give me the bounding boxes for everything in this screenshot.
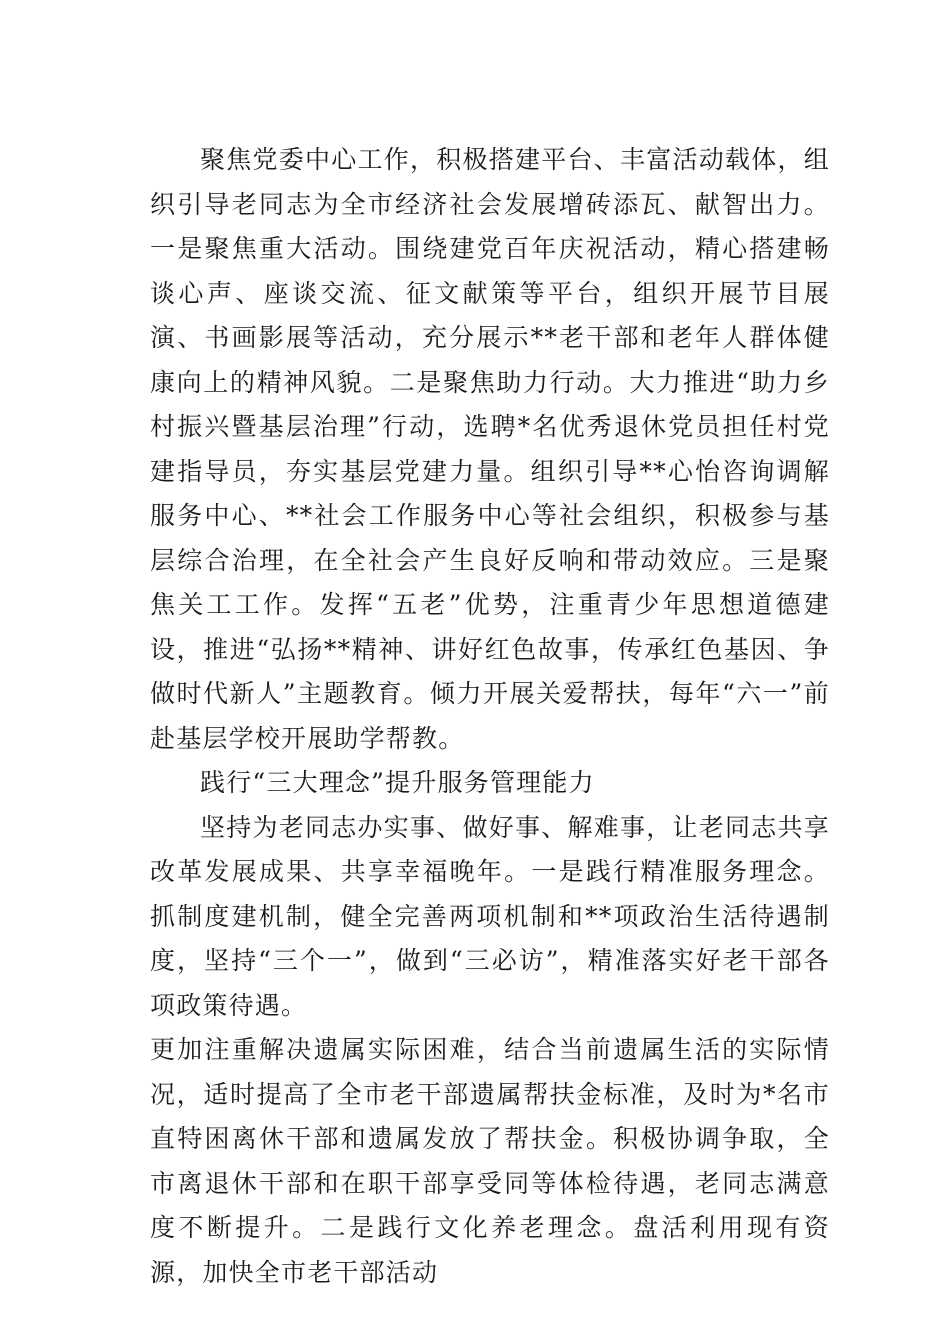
paragraph-3: 更加注重解决遗属实际困难，结合当前遗属生活的实际情况，适时提高了全市老干部遗属帮扶金标准，及时为*名市直特困离休干部和遗属发放了帮扶金。积极协调争取，全市离退休干部和在职干部享受同等体检待遇，老同志满意度不断提升。二是践行文化养老理念。盘活利用现有资源，加快全市老干部活动 — [150, 1035, 830, 1287]
paragraph-1: 聚焦党委中心工作，积极搭建平台、丰富活动载体，组织引导老同志为全市经济社会发展增砖添瓦、献智出力。一是聚焦重大活动。围绕建党百年庆祝活动，精心搭建畅谈心声、座谈交流、征文献策等平台，组织开展节目展演、书画影展等活动，充分展示**老干部和老年人群体健康向上的精神风貌。二是聚焦助力行动。大力推进“助力乡村振兴暨基层治理”行动，选聘*名优秀退休党员担任村党建指导员，夯实基层党建力量。组织引导**心怡咨询调解服务中心、**社会工作服务中心等社会组织，积极参与基层综合治理，在全社会产生良好反响和带动效应。三是聚焦关工工作。发挥“五老”优势，注重青少年思想道德建设，推进“弘扬**精神、讲好红色故事，传承红色基因、争做时代新人”主题教育。倾力开展关爱帮扶，每年“六一”前赴基层学校开展助学帮教。 — [150, 145, 830, 753]
section-heading: 践行“三大理念”提升服务管理能力 — [200, 768, 595, 797]
document-body — [150, 138, 830, 1295]
paragraph-2: 坚持为老同志办实事、做好事、解难事，让老同志共享改革发展成果、共享幸福晚年。一是践行精准服务理念。抓制度建机制，健全完善两项机制和**项政治生活待遇制度，坚持“三个一”，做到“三必访”，精准落实好老干部各项政策待遇。 — [150, 812, 830, 1020]
